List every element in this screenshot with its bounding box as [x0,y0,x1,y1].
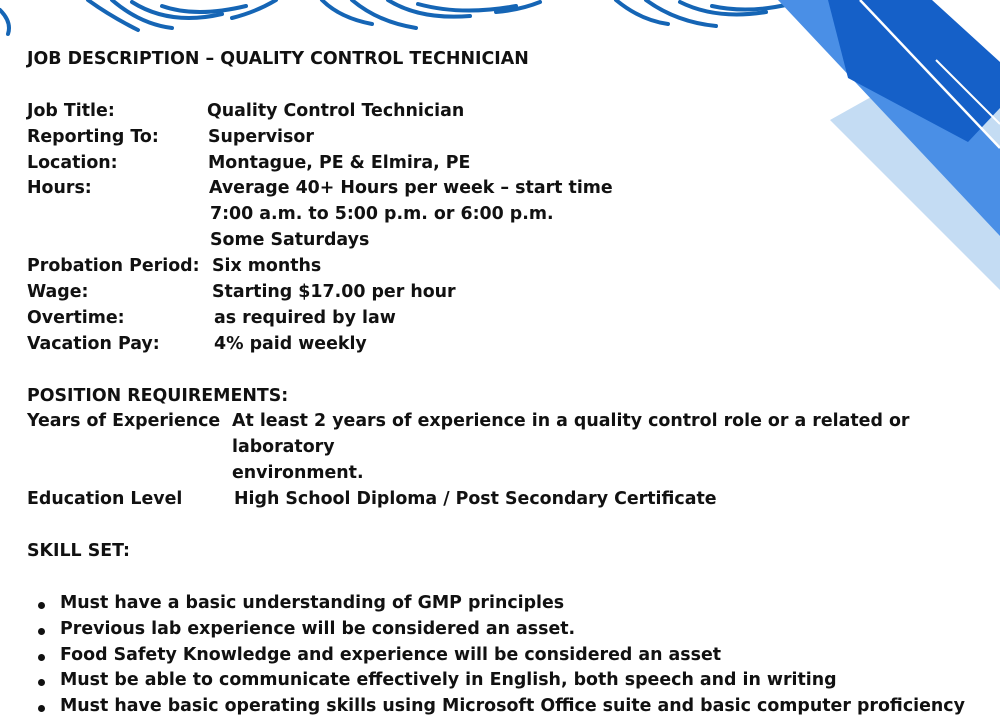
field-value: Starting $17.00 per hour [212,282,456,303]
skill-text: Previous lab experience will be considered an asset. [60,618,576,639]
field-label: Overtime: [27,307,125,328]
field-vacation-pay [27,332,977,358]
skill-item [27,591,977,617]
field-probation-period [27,254,977,280]
field-location [27,151,977,177]
requirement-text-line: At least 2 years of experience in a quality control role or a related or laboratory [232,411,910,458]
skill-list [27,591,977,720]
field-value: Some Saturdays [210,230,370,251]
requirement-experience [27,409,977,487]
field-label: Job Title: [27,100,115,121]
skill-text: Must have a basic understanding of GMP principles [60,592,565,613]
field-label: Wage: [27,282,89,303]
field-overtime [27,306,977,332]
requirement-label: Education Level [27,489,183,510]
skill-text: Food Safety Knowledge and experience will be considered an asset [60,644,722,665]
field-hours-line-3 [27,228,977,254]
skill-item [27,643,977,669]
field-label: Probation Period: [27,256,200,277]
requirement-text-line: environment. [232,463,364,484]
field-hours [27,176,977,202]
field-value: 7:00 a.m. to 5:00 p.m. or 6:00 p.m. [210,204,554,225]
field-value: Average 40+ Hours per week – start time [209,178,613,199]
job-details [27,99,977,358]
skill-item [27,668,977,694]
wave-swirls [0,0,790,34]
requirement-value: High School Diploma / Post Secondary Certificate [234,489,717,510]
field-reporting-to [27,125,977,151]
skill-item [27,617,977,643]
bullet-icon [38,705,45,712]
position-requirements [27,384,977,514]
field-value: Six months [212,256,322,277]
bullet-icon [38,679,45,686]
bullet-icon [38,602,45,609]
field-value: Supervisor [208,126,314,147]
skill-text: Must have basic operating skills using Microsoft Office suite and basic computer proficiency [60,696,965,717]
field-wage [27,280,977,306]
skill-text: Must be able to communicate effectively in English, both speech and in writing [60,670,837,691]
field-label: Reporting To: [27,126,159,147]
field-value: Quality Control Technician [207,100,465,121]
skill-set [27,539,977,720]
field-label: Vacation Pay: [27,333,160,354]
document-title: JOB DESCRIPTION – QUALITY CONTROL TECHNICIAN [27,49,529,69]
field-value: 4% paid weekly [214,333,367,354]
section-heading: SKILL SET: [27,540,130,561]
field-hours-line-2 [27,202,977,228]
requirement-label: Years of Experience [27,411,221,432]
field-job-title [27,99,977,125]
bullet-icon [38,654,45,661]
skill-item [27,694,977,720]
field-label: Location: [27,152,118,173]
field-value: as required by law [214,307,396,328]
bullet-icon [38,628,45,635]
field-label: Hours: [27,178,92,199]
requirement-value [232,409,977,487]
requirement-education [27,487,977,513]
job-description [27,47,977,720]
section-heading: POSITION REQUIREMENTS: [27,385,289,406]
field-value: Montague, PE & Elmira, PE [208,152,471,173]
